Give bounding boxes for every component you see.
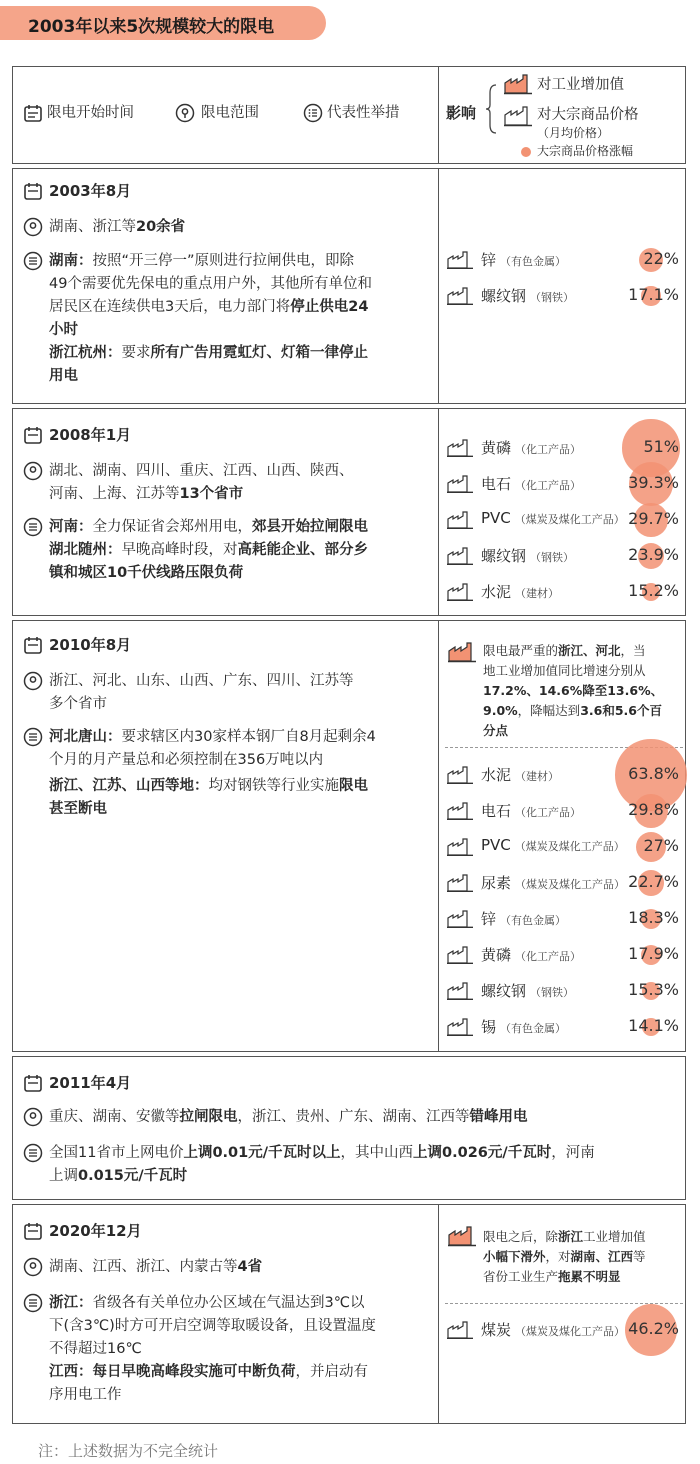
commodity-label: PVC — [481, 509, 511, 527]
divider — [438, 67, 439, 163]
measure-text: 全国11省市上网电价 — [49, 1145, 184, 1161]
commodity-row — [445, 577, 685, 607]
measure-line — [49, 342, 368, 364]
period-date: 2008年1月 — [49, 426, 132, 444]
period-scope — [49, 1106, 528, 1128]
impact-note — [483, 1267, 621, 1286]
note-highlight: 拖累不明显 — [558, 1269, 621, 1284]
commodity-name — [481, 800, 581, 821]
note-highlight: 小幅下滑外 — [483, 1249, 546, 1264]
measure-line — [49, 775, 368, 797]
commodity-pct: 46.2% — [628, 1319, 679, 1338]
divider — [438, 409, 439, 615]
legend-start-time: 限电开始时间 — [47, 105, 134, 121]
location-pin-icon — [23, 1257, 43, 1277]
commodity-category: （煤炭及煤化工产品） — [514, 840, 625, 853]
scope-text: 湖南、江西、浙江、内蒙古等 — [49, 1259, 238, 1275]
commodity-name — [481, 908, 566, 929]
commodity-label: 黄磷 — [481, 946, 512, 964]
measure-highlight: 限电 — [339, 778, 368, 794]
factory-outline-icon — [447, 874, 473, 892]
measure-highlight: 上调0.026元/千瓦时 — [413, 1145, 552, 1161]
note-highlight: 9.0% — [483, 703, 518, 718]
measure-region: 河北唐山： — [49, 729, 122, 745]
commodity-name — [481, 980, 574, 1001]
list-icon — [23, 1143, 43, 1163]
commodity-pct: 17.9% — [628, 944, 679, 963]
commodity-row — [445, 868, 685, 898]
period-date: 2011年4月 — [49, 1074, 132, 1092]
measure-region: 湖南： — [49, 253, 93, 269]
scope-text: 重庆、湖南、安徽等 — [49, 1109, 180, 1125]
impact-note: 地工业增加值同比增速分别从 — [483, 663, 646, 678]
factory-outline-icon — [447, 838, 473, 856]
commodity-label: 黄磷 — [481, 439, 512, 457]
note-text: 限电最严重的 — [483, 643, 559, 658]
location-pin-icon — [23, 461, 43, 481]
commodity-row — [445, 976, 685, 1006]
calendar-icon — [23, 181, 43, 201]
legend-measures: 代表性举措 — [327, 105, 400, 121]
title-band — [0, 6, 326, 40]
measure-text: 49个需要优先保电的重点用户外，其他所有单位和 — [49, 276, 372, 292]
scope-text: 湖南、浙江等 — [49, 219, 136, 235]
commodity-name — [481, 1319, 625, 1340]
measure-highlight: 高耗能企业、部分乡 — [237, 542, 368, 558]
measure-line — [49, 1142, 595, 1164]
factory-outline-icon — [447, 547, 473, 565]
commodity-name — [481, 944, 581, 965]
commodity-category: （化工产品） — [515, 950, 582, 963]
factory-icon — [447, 641, 477, 663]
period-date: 2020年12月 — [49, 1222, 142, 1240]
footnote: 注：上述数据为不完全统计 — [38, 1442, 219, 1460]
commodity-name — [481, 509, 625, 527]
commodity-label: 水泥 — [481, 583, 512, 601]
measure-text: ，其中山西 — [340, 1145, 414, 1161]
scope-highlight: 4省 — [237, 1259, 263, 1275]
measure-region: 浙江： — [49, 1295, 93, 1311]
location-pin-icon — [23, 1107, 43, 1127]
measure-text: 均对钢铁等行业实施 — [208, 778, 339, 794]
measure-line: 个月的月产量总和必须控制在356万吨以内 — [49, 752, 324, 768]
commodity-label: 电石 — [481, 475, 512, 493]
impact-note: 17.2%、14.6%降至13.6%、 — [483, 683, 664, 698]
list-icon — [23, 517, 43, 537]
factory-outline-icon — [447, 251, 473, 269]
measure-highlight: 可中断负荷 — [223, 1364, 296, 1380]
measure-text: 早晚高峰时段，对 — [121, 542, 238, 558]
measure-line — [49, 562, 243, 584]
measure-line — [49, 250, 354, 272]
calendar-icon — [23, 1221, 43, 1241]
factory-outline-icon — [447, 1018, 473, 1036]
commodity-row — [445, 469, 685, 499]
commodity-row — [445, 505, 685, 535]
commodity-label: 煤炭 — [481, 1321, 512, 1339]
commodity-category: （煤炭及煤化工产品） — [514, 513, 625, 526]
commodity-name — [481, 872, 625, 893]
measure-line: 甚至断电 — [49, 801, 107, 817]
divider — [438, 1205, 439, 1423]
period-scope — [49, 216, 185, 238]
commodity-category: （化工产品） — [515, 806, 582, 819]
measure-text: ，并启动有 — [295, 1364, 368, 1380]
measure-highlight: 上调0.01元/千瓦时以上 — [183, 1145, 341, 1161]
impact-note — [483, 1227, 646, 1246]
factory-outline-icon — [447, 766, 473, 784]
factory-outline-icon — [447, 287, 473, 305]
list-icon — [23, 727, 43, 747]
measure-line — [49, 1361, 368, 1383]
period-date: 2010年8月 — [49, 636, 132, 654]
list-icon — [303, 103, 323, 123]
factory-outline-icon — [447, 910, 473, 928]
period-scope: 多个省市 — [49, 696, 107, 712]
commodity-label: 螺纹钢 — [481, 547, 527, 565]
factory-outline-icon — [447, 439, 473, 457]
commodity-pct: 14.1% — [628, 1016, 679, 1035]
commodity-row — [445, 245, 685, 275]
measure-region: 浙江、江苏、山西等地： — [49, 778, 209, 794]
commodity-label: 锌 — [481, 251, 497, 269]
measure-text: 要求辖区内30家样本钢厂自8月起剩余4 — [121, 729, 376, 745]
period-2020 — [12, 1204, 686, 1424]
commodity-row — [445, 832, 685, 862]
measure-text: ，河南 — [551, 1145, 595, 1161]
impact-note — [483, 1247, 646, 1266]
period-2003 — [12, 168, 686, 404]
measure-text: 居民区在连续供电3天后，电力部门将 — [49, 299, 291, 315]
period-scope: 湖北、湖南、四川、重庆、江西、山西、陕西、 — [49, 463, 354, 479]
location-pin-icon — [23, 217, 43, 237]
scope-highlight: 13个省市 — [179, 486, 244, 502]
measure-highlight: 镇和城区10千伏线路压限负荷 — [49, 565, 244, 581]
price-rise-dot — [521, 147, 531, 157]
legend-scope: 限电范围 — [201, 105, 259, 121]
note-highlight: 湖南、江西 — [570, 1249, 634, 1264]
commodity-category: （化工产品） — [515, 479, 582, 492]
commodity-pct: 29.7% — [628, 509, 679, 528]
location-pin-icon — [175, 103, 195, 123]
measure-text: 要求 — [121, 345, 151, 361]
measure-line — [49, 1292, 365, 1314]
commodity-category: （钢铁） — [530, 986, 575, 999]
factory-outline-icon — [447, 511, 473, 529]
commodity-pct: 51% — [643, 437, 679, 456]
impact-note: 分点 — [483, 723, 509, 738]
measure-highlight: 所有广告用霓虹灯、灯箱一律停止 — [150, 345, 368, 361]
commodity-pct: 29.8% — [628, 800, 679, 819]
impact-note — [483, 701, 662, 720]
location-pin-icon — [23, 671, 43, 691]
calendar-icon — [23, 103, 43, 123]
commodity-row — [445, 433, 685, 463]
commodity-label: 锡 — [481, 1018, 497, 1036]
commodity-pct: 18.3% — [628, 908, 679, 927]
measure-line: 序用电工作 — [49, 1387, 122, 1403]
commodity-category: （有色金属） — [500, 914, 567, 927]
note-text: 限电之后，除 — [483, 1229, 559, 1244]
legend-impact-commodity-sub: （月均价格） — [537, 126, 610, 140]
period-2008 — [12, 408, 686, 616]
commodity-label: PVC — [481, 836, 511, 854]
measure-text: 实施 — [194, 1364, 223, 1380]
measure-text: 全力保证省会郑州用电， — [92, 519, 252, 535]
measure-line — [49, 539, 368, 561]
commodity-category: （煤炭及煤化工产品） — [515, 878, 626, 891]
note-text: 等 — [633, 1249, 646, 1264]
note-text: ，对 — [545, 1249, 571, 1264]
factory-outline-icon — [447, 475, 473, 493]
commodity-row — [445, 796, 685, 826]
commodity-category: （建材） — [515, 770, 560, 783]
measure-line — [49, 365, 78, 387]
commodity-name — [481, 581, 559, 602]
measure-line — [49, 273, 372, 295]
note-text: 工业增加值 — [583, 1229, 646, 1244]
factory-icon — [447, 1225, 477, 1247]
commodity-pct: 15.2% — [628, 581, 679, 600]
measure-text: 省级各有关单位办公区域在气温达到3℃以 — [92, 1295, 365, 1311]
commodity-label: 尿素 — [481, 874, 512, 892]
page-title: 2003年以来5次规模较大的限电 — [28, 17, 275, 37]
commodity-row — [445, 904, 685, 934]
period-scope — [49, 483, 243, 505]
divider — [438, 169, 439, 403]
measure-line — [49, 319, 78, 341]
commodity-name — [481, 1016, 566, 1037]
note-text: ，当 — [620, 643, 646, 658]
factory-outline-icon — [447, 982, 473, 1000]
measure-line: 下(含3℃)时方可开启空调等取暖设备，且设置温度 — [49, 1318, 376, 1334]
measure-text: 按照“开三停一”原则进行拉闸供电，即除 — [92, 253, 355, 269]
commodity-pct: 22.7% — [628, 872, 679, 891]
period-2010 — [12, 620, 686, 1052]
period-date: 2003年8月 — [49, 182, 132, 200]
measure-highlight: 0.015元/千瓦时 — [78, 1168, 188, 1184]
measure-region: 湖北随州： — [49, 542, 122, 558]
measure-region: 江西： — [49, 1364, 93, 1380]
commodity-pct: 63.8% — [628, 764, 679, 783]
commodity-row — [445, 541, 685, 571]
commodity-category: （化工产品） — [515, 443, 582, 456]
legend-rise-label: 大宗商品价格涨幅 — [537, 144, 634, 158]
legend-box — [12, 66, 686, 164]
commodity-category: （有色金属） — [500, 1022, 567, 1035]
commodity-name — [481, 473, 581, 494]
measure-highlight: 小时 — [49, 322, 78, 338]
commodity-pct: 17.1% — [628, 285, 679, 304]
commodity-label: 水泥 — [481, 766, 512, 784]
commodity-category: （有色金属） — [500, 255, 567, 268]
calendar-icon — [23, 425, 43, 445]
legend-impact-industry: 对工业增加值 — [537, 77, 624, 93]
legend-impact-commodity: 对大宗商品价格 — [537, 107, 639, 123]
impact-note — [483, 641, 646, 660]
commodity-pct: 23.9% — [628, 545, 679, 564]
commodity-label: 锌 — [481, 910, 497, 928]
commodity-name — [481, 437, 581, 458]
commodity-pct: 22% — [643, 249, 679, 268]
commodity-category: （煤炭及煤化工产品） — [515, 1325, 626, 1338]
list-icon — [23, 1293, 43, 1313]
commodity-label: 电石 — [481, 802, 512, 820]
commodity-row — [445, 940, 685, 970]
scope-highlight: 20余省 — [136, 219, 186, 235]
list-icon — [23, 251, 43, 271]
scope-highlight: 拉闸限电 — [179, 1109, 238, 1125]
factory-outline-icon — [447, 1321, 473, 1339]
scope-highlight: 错峰用电 — [469, 1109, 528, 1125]
commodity-label: 螺纹钢 — [481, 287, 527, 305]
commodity-row — [445, 760, 685, 790]
commodity-pct: 39.3% — [628, 473, 679, 492]
factory-outline-icon — [447, 802, 473, 820]
note-highlight: 浙江 — [558, 1229, 584, 1244]
note-text: ，降幅达到 — [517, 703, 581, 718]
factory-outline-icon — [447, 946, 473, 964]
commodity-category: （钢铁） — [530, 291, 575, 304]
factory-outline-icon — [503, 105, 533, 127]
commodity-category: （钢铁） — [530, 551, 575, 564]
period-2011 — [12, 1056, 686, 1200]
note-highlight: 浙江、河北 — [558, 643, 621, 658]
scope-text: 河南、上海、江苏等 — [49, 486, 180, 502]
period-scope: 浙江、河北、山东、山西、广东、四川、江苏等 — [49, 673, 354, 689]
commodity-name — [481, 836, 625, 854]
commodity-name — [481, 764, 559, 785]
measure-highlight: 用电 — [49, 368, 78, 384]
measure-highlight: 停止供电24 — [290, 299, 369, 315]
factory-icon — [503, 73, 533, 95]
commodity-label: 螺纹钢 — [481, 982, 527, 1000]
divider — [438, 621, 439, 1051]
note-highlight: 3.6和5.6个百 — [580, 703, 662, 718]
period-scope — [49, 1256, 262, 1278]
commodity-row — [445, 1012, 685, 1042]
measure-line: 不得超过16℃ — [49, 1341, 142, 1357]
commodity-category: （建材） — [515, 587, 560, 600]
measure-region: 浙江杭州： — [49, 345, 122, 361]
measure-line — [49, 296, 368, 318]
commodity-name — [481, 249, 566, 270]
scope-text: ，浙江、贵州、广东、湖南、江西等 — [237, 1109, 470, 1125]
measure-region: 河南： — [49, 519, 93, 535]
commodity-name — [481, 285, 574, 306]
legend-impact: 影响 — [446, 104, 477, 122]
measure-highlight: 郊县开始拉闸限电 — [252, 519, 368, 535]
measure-text: 上调 — [49, 1168, 78, 1184]
commodity-name — [481, 545, 574, 566]
factory-outline-icon — [447, 583, 473, 601]
commodity-row — [445, 1315, 685, 1345]
commodity-pct: 27% — [643, 836, 679, 855]
measure-line — [49, 726, 376, 748]
commodity-row — [445, 281, 685, 311]
bracket-icon — [484, 83, 498, 135]
measure-line — [49, 516, 368, 538]
note-text: 省份工业生产 — [483, 1269, 559, 1284]
measure-highlight: 每日早晚高峰段 — [92, 1364, 194, 1380]
commodity-pct: 15.3% — [628, 980, 679, 999]
calendar-icon — [23, 635, 43, 655]
calendar-icon — [23, 1073, 43, 1093]
measure-line — [49, 1165, 187, 1187]
